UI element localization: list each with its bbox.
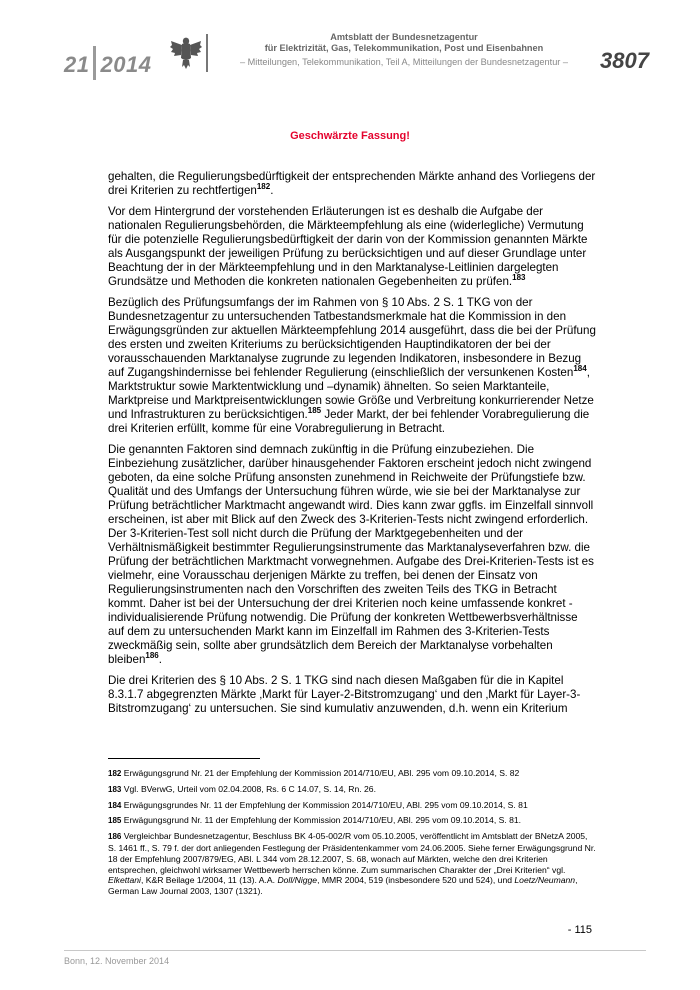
body-paragraph: [108, 205, 596, 289]
text-run: .: [270, 184, 274, 197]
text-run: Jeder Markt, der bei fehlender Vorabregulierung die drei Kriterien erfüllt, komme für eine Vorabregulierung in Betracht.: [108, 408, 590, 435]
footnote-ref: 184: [573, 364, 587, 374]
text-run: , Marktstruktur sowie Marktentwicklung und –dynamik) ähnelten. So seien Marktanteile, Marktpreise und Marktpreisentwicklungen sowie Größe und Verbreitung konkurrierender Netze und Infrastrukturen zu berücksichtigen.: [108, 366, 594, 421]
body-text: [108, 170, 596, 723]
text-run: , German Law Journal 2003, 1307 (1321).: [108, 875, 578, 897]
publication-title-line2: für Elektrizität, Gas, Telekommunikation, Post und Eisenbahnen: [264, 43, 544, 53]
footnote-number: 182: [108, 769, 122, 778]
footnote: [108, 800, 596, 812]
cited-author: Elkettani: [108, 875, 141, 886]
footnotes: [108, 768, 596, 901]
footnote-number: 185: [108, 816, 122, 826]
text-run: Die drei Kriterien des § 10 Abs. 2 S. 1 TKG sind nach diesen Maßgaben für die in Kapitel 8.3.1.7 abgegrenzten Märkte ‚Markt für Layer-2-Bitstromzugang‘ und den ‚Markt für Layer-3-Bitstromzugang‘ zu untersuchen. Sie sind kumulativ anzuwenden, d.h. wenn ein Kriterium: [108, 674, 581, 715]
text-run: Vor dem Hintergrund der vorstehenden Erläuterungen ist es deshalb die Aufgabe der nationalen Regulierungsbehörden, die Märkteempfehlung als eine (widerlegliche) Vermutung für die potenzielle Regulierungsbedürftigkeit der darin von der Kommission genannten Märkte als Ausgangspunkt der jeweiligen Prüfung zu berücksichtigen und auf dieser Grundlage unter Beachtung der in der Märkteempfehlung und in den Marktanalyse-Leitlinien dargelegten Grundsätze und Methoden die konkreten nationalen Gegebenheiten zu prüfen.: [108, 205, 588, 288]
footnote: [108, 768, 596, 780]
footnote-number: 186: [108, 832, 122, 842]
issue-year-value: 2014: [100, 52, 152, 77]
footnote: [108, 831, 596, 897]
redacted-version-notice: Geschwärzte Fassung!: [290, 130, 410, 142]
section-title: – Mitteilungen, Telekommunikation, Teil A, Mitteilungen der Bundesnetzagentur –: [239, 57, 569, 67]
text-run: Die genannten Faktoren sind demnach zukünftig in die Prüfung einzubeziehen. Die Einbeziehung zusätzlicher, darüber hinausgehender Faktoren erscheint jedoch nicht zwingend geboten, da eine solche Prüfung ansonsten zunehmend in Reichweite der Prüfungstiefe bzw. Qualität und des Umfangs der Untersuchung führen würde, wie sie bei der Marktanalyse zur Prüfung beträchtlicher Marktmacht angewandt wird. Dies kann zwar ggfls. im Einzelfall sinnvoll erscheinen, ist aber mit Blick auf den Zweck des 3-Kriterien-Tests nicht zwingend erforderlich. Der 3-Kriterien-Test soll nicht durch die Prüfung der Marktgegebenheiten und der Verhältnismäßigkeit bestimmter Regulierungsinstrumente das Marktanalyseverfahren bzw. die Prüfung der beträchtlichen Marktmacht vorwegnehmen. Aufgabe des Drei-Kriterien-Tests ist es vielmehr, eine Vorausschau derjenigen Märkte zu treffen, bei denen der Einsatz von Regulierungsinstrumenten nach den Vorschriften des zweiten Teils des TKG in Betracht kommt. Daher ist bei der Untersuchung der drei Kriterien noch keine umfassende konkret - individualisierende Prüfung notwendig. Die Prüfung der konkreten Wettbewerbsverhältnisse auf dem zu untersuchenden Markt kann im Einzelfall im Rahmen des 3-Kriterien-Tests zweckmäßig sein, sollte aber grundsätzlich dem Bereich der Marktanalyse vorbehalten bleiben: [108, 443, 594, 666]
footnote-ref: 186: [145, 651, 159, 661]
footnote-number: 184: [108, 800, 122, 810]
footnote-ref: 183: [512, 273, 526, 283]
footnote: [108, 815, 596, 827]
text-run: Erwägungsgrund Nr. 11 der Empfehlung der Kommission 2014/710/EU, ABl. 295 vom 09.10.2014, S. 81.: [123, 815, 522, 826]
text-run: , MMR 2004, 519 (insbesondere 520 und 524), und: [317, 875, 515, 886]
text-run: Erwägungsgrund Nr. 21 der Empfehlung der Kommission 2014/710/EU, ABl. 295 vom 09.10.2014, S. 82: [123, 768, 520, 778]
footnote-ref: 185: [307, 406, 322, 416]
text-run: .: [158, 653, 162, 666]
body-paragraph: [108, 674, 596, 716]
body-paragraph: [108, 170, 596, 198]
footnote: [108, 784, 596, 796]
text-run: Bezüglich des Prüfungsumfangs der im Rahmen von § 10 Abs. 2 S. 1 TKG von der Bundesnetzagentur zu untersuchenden Tatbestandsmerkmale hat die Kommission in den Erwägungsgründen zur aktuellen Märkteempfehlung 2014 ausgeführt, dass die bei der Prüfung des ersten und zweiten Kriteriums zu berücksichtigenden Hauptindikatoren der bei der vorausschauenden Marktanalyse zugrunde zu legenden Indikatoren, insbesondere in Bezug auf Zugangshindernisse bei fehlender Regulierung (einschließlich der versunkenen Kosten: [108, 296, 596, 379]
text-run: Vergleichbar Bundesnetzagentur, Beschluss BK 4-05-002/R vom 05.10.2005, veröffentlicht im Amtsblatt der BNetzA 2005, S. 1461 ff., S. 79 f. der dort anliegenden Festlegung der Präsidentenkammer vom 24.06.2005. Siehe ferner Erwägungsgrund Nr. 18 der Empfehlung 2007/879/EG, ABl. L 344 vom 28.12.2007, S. 68, wonach auf Märkten, welche den drei Kriterien entsprechen, gleichwohl wirksamer Wettbewerb herrschen könne. Zum summarischen Charakter der „Drei Kriterien“ vgl.: [108, 831, 596, 875]
page-number: 3807: [600, 48, 649, 73]
footer-divider: [64, 950, 646, 951]
text-run: Vgl. BVerwG, Urteil vom 02.04.2008, Rs. 6 C 14.07, S. 14, Rn. 26.: [123, 783, 376, 794]
text-run: , K&R Beilage 1/2004, 11 (13). A.A.: [140, 875, 278, 886]
text-run: Erwägungsgrundes Nr. 11 der Empfehlung der Kommission 2014/710/EU, ABl. 295 vom 09.10.2014, S. 81: [123, 799, 528, 810]
header-divider: [206, 34, 208, 72]
issue-year: [64, 46, 151, 80]
issue-separator: [93, 46, 96, 80]
footnote-divider: [108, 758, 260, 759]
publication-title: [214, 32, 594, 54]
footer-date: Bonn, 12. November 2014: [64, 956, 170, 966]
document-page-number: - 115: [567, 924, 592, 936]
footnote-ref: 182: [256, 182, 271, 192]
cited-author: Doll/Nigge: [277, 875, 318, 886]
federal-eagle-icon: [170, 34, 202, 70]
body-paragraph: [108, 443, 596, 667]
issue-number: 21: [64, 52, 90, 77]
publication-title-line1: Amtsblatt der Bundesnetzagentur: [330, 32, 478, 42]
footnote-number: 183: [108, 784, 122, 794]
text-run: gehalten, die Regulierungsbedürftigkeit der entsprechenden Märkte anhand des Vorliegens der drei Kriterien zu rechtfertigen: [108, 170, 596, 197]
cited-author: Loetz/Neumann: [514, 875, 576, 886]
body-paragraph: [108, 296, 596, 436]
